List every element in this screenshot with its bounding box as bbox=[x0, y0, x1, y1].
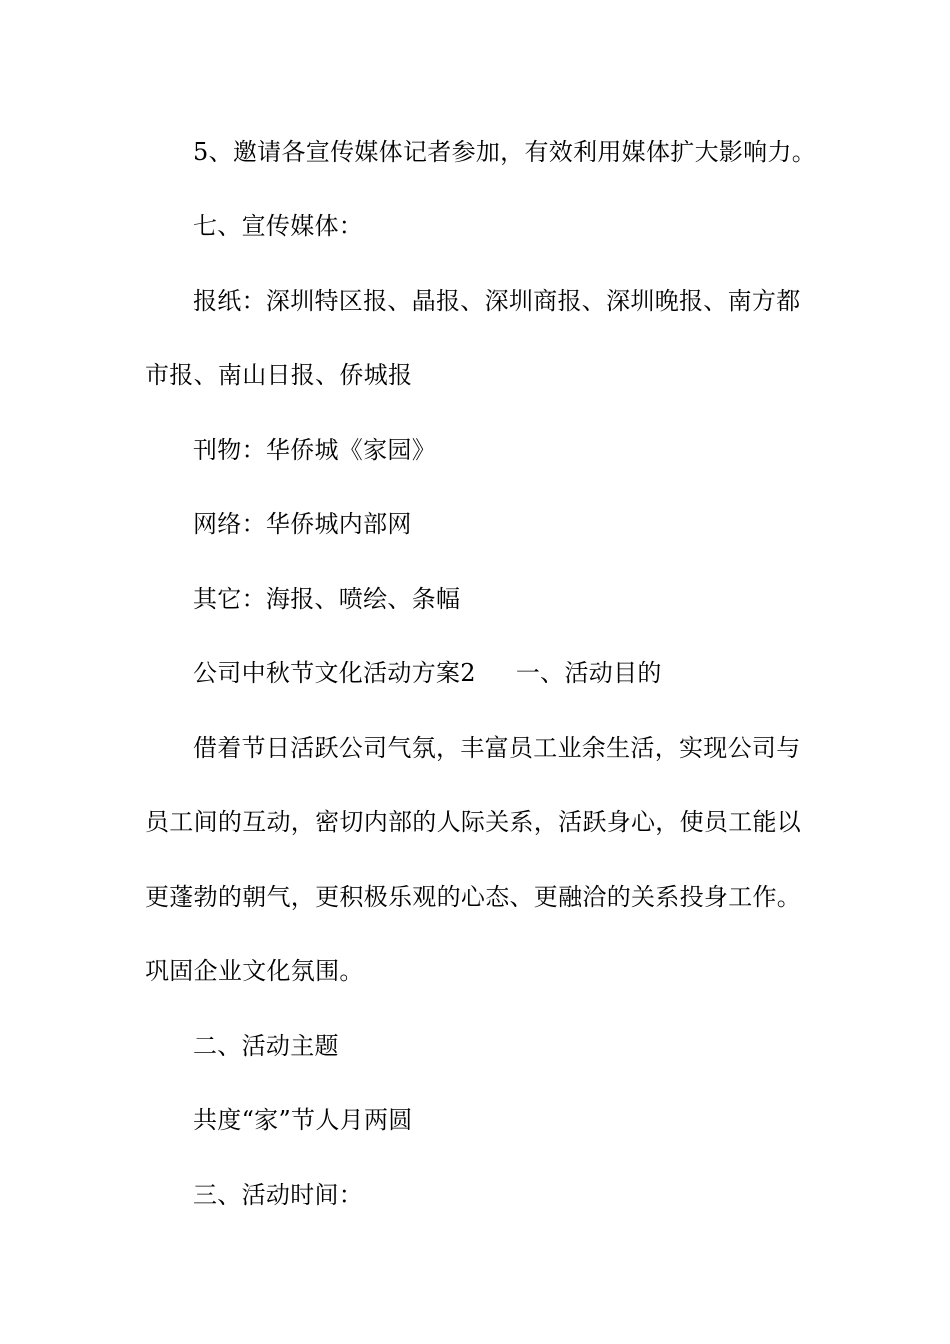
paragraph-line: 刊物：华侨城《家园》 bbox=[193, 436, 436, 464]
document-title-line bbox=[193, 658, 815, 688]
paragraph-line: 网络：华侨城内部网 bbox=[193, 510, 412, 538]
section-heading: 七、宣传媒体： bbox=[193, 212, 364, 240]
paragraph-line: 共度“家”节人月两圆 bbox=[193, 1106, 413, 1134]
paragraph-line: 员工间的互动，密切内部的人际关系，活跃身心，使员工能以 bbox=[145, 808, 802, 836]
paragraph-line: 其它：海报、喷绘、条幅 bbox=[193, 585, 461, 613]
paragraph-line: 市报、南山日报、侨城报 bbox=[145, 361, 413, 389]
document-title: 公司中秋节文化活动方案2 bbox=[193, 659, 476, 687]
paragraph-line: 更蓬勃的朝气，更积极乐观的心态、更融洽的关系投身工作。 bbox=[145, 883, 802, 911]
paragraph-line: 巩固企业文化氛围。 bbox=[145, 957, 364, 985]
paragraph-line: 报纸：深圳特区报、晶报、深圳商报、深圳晚报、南方都 bbox=[193, 287, 801, 315]
paragraph-line: 5、邀请各宣传媒体记者参加，有效利用媒体扩大影响力。 bbox=[193, 138, 817, 166]
section-heading: 二、活动主题 bbox=[193, 1032, 339, 1060]
section-heading: 一、活动目的 bbox=[515, 659, 662, 687]
section-heading: 三、活动时间： bbox=[193, 1181, 364, 1209]
paragraph-line: 借着节日活跃公司气氛，丰富员工业余生活，实现公司与 bbox=[193, 734, 801, 762]
